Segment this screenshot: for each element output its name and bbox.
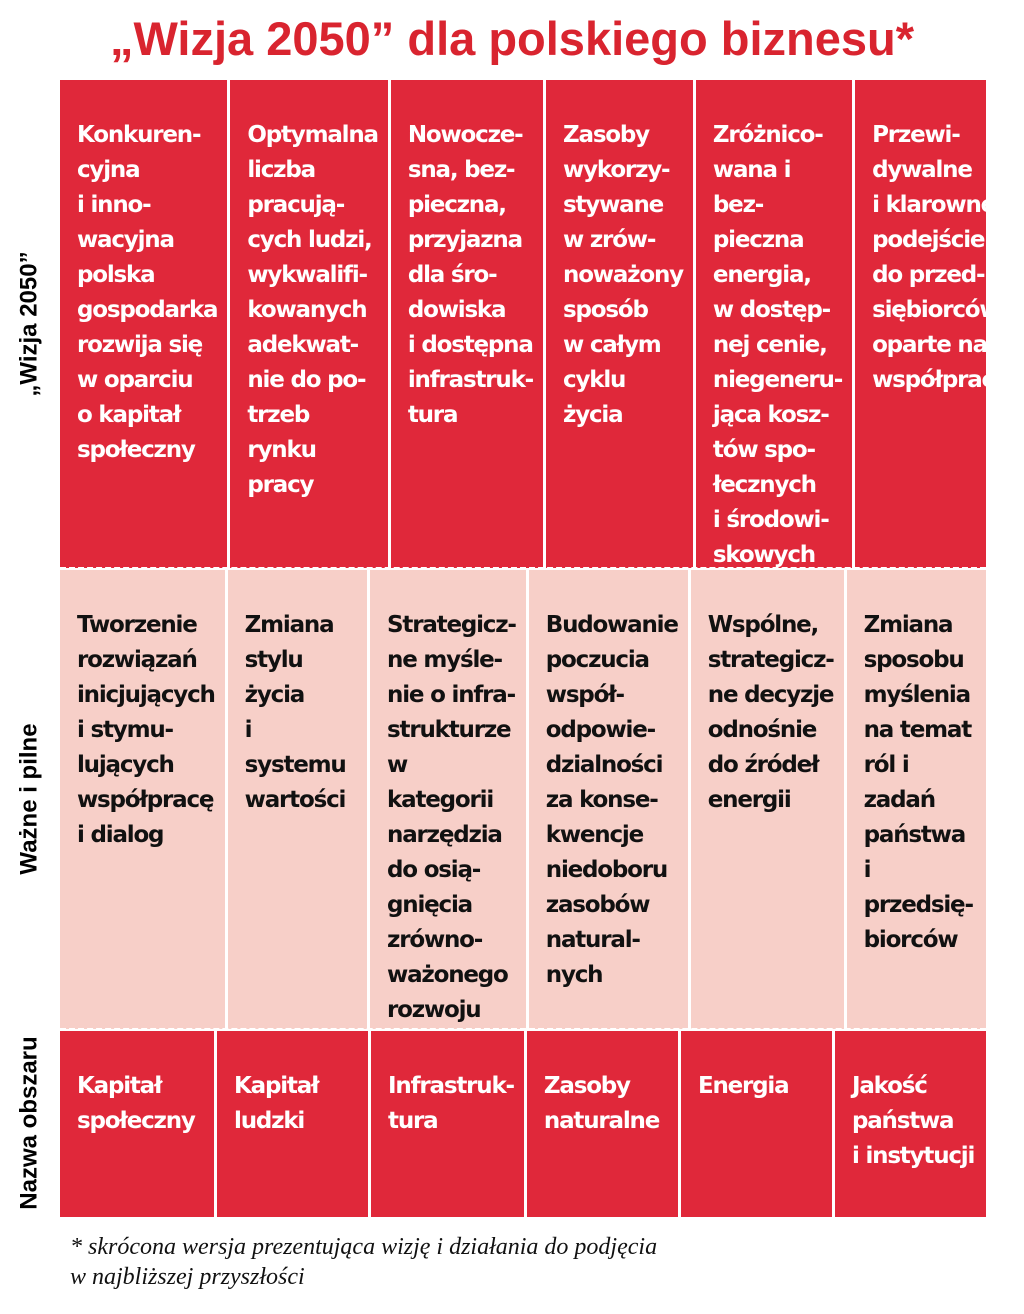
urgent-cell: Tworzenie rozwiązań inicjujących i stymu- lujących współpracę i dialog xyxy=(77,612,215,848)
vision-cell: Zróżnico- wana i bez- pieczna energia, w dostęp- nej cenie, niegeneru- jąca kosz- tów spo- łecznych i środowi- skowych xyxy=(693,80,852,573)
row-label-area xyxy=(0,1029,60,1217)
area-cell: Energia xyxy=(678,1031,832,1217)
vision-row xyxy=(60,80,1008,568)
row-label-vision xyxy=(0,80,60,568)
page-title: „Wizja 2050” dla polskiego biznesu* xyxy=(109,12,915,65)
area-row xyxy=(60,1031,986,1217)
vision-cell: Optymalna liczba pracują- cych ludzi, wykwalifi- kowanych adekwat- nie do po- trzeb rynku pracy xyxy=(227,80,387,573)
area-cell: Kapitał społeczny xyxy=(77,1073,195,1134)
area-cell: Jakość państwa i instytucji xyxy=(832,1031,986,1217)
urgent-cell: Zmiana stylu życia i systemu wartości xyxy=(225,570,367,1029)
area-cell: Infrastruk- tura xyxy=(368,1031,524,1217)
area-cell: Zasoby naturalne xyxy=(524,1031,678,1217)
footnote: * skrócona wersja prezentująca wizję i działania do podjęcia w najbliższej przyszłości xyxy=(70,1234,658,1290)
vision-cell: Konkuren- cyjna i inno- wacyjna polska gospodarka rozwija się w oparciu o kapitał społeczny xyxy=(77,122,218,463)
row-label-urgent-text: Ważne i pilne xyxy=(16,722,43,875)
urgent-cell: Budowanie poczucia współ- odpowie- dzialności za konse- kwencje niedoboru zasobów natural- nych xyxy=(526,570,688,1029)
row-label-vision-text: „Wizja 2050” xyxy=(16,251,43,397)
vision-cell: Zasoby wykorzy- stywane w zrów- noważony sposób w całym cyklu życia xyxy=(543,80,693,573)
row-label-area-text: Nazwa obszaru xyxy=(16,1036,44,1210)
vision-cell: Przewi- dywalne i klarowne podejście do przed- siębiorców oparte na współpracy xyxy=(852,80,1018,573)
urgent-cell: Zmiana sposobu myślenia na temat ról i zadań państwa i przedsię- biorców xyxy=(844,570,986,1029)
urgent-cell: Strategicz- ne myśle- nie o infra- strukturze w kategorii narzędzia do osią- gnięcia zrówno- ważonego rozwoju xyxy=(367,570,526,1029)
row-label-urgent xyxy=(0,568,60,1029)
vision-cell: Nowocze- sna, bez- pieczna, przyjazna dla śro- dowiska i dostępna infrastruk- tura xyxy=(388,80,543,573)
urgent-row xyxy=(60,570,986,1029)
urgent-cell: Wspólne, strategicz- ne decyzje odnośnie do źródeł energii xyxy=(688,570,844,1029)
area-cell: Kapitał ludzki xyxy=(214,1031,368,1217)
